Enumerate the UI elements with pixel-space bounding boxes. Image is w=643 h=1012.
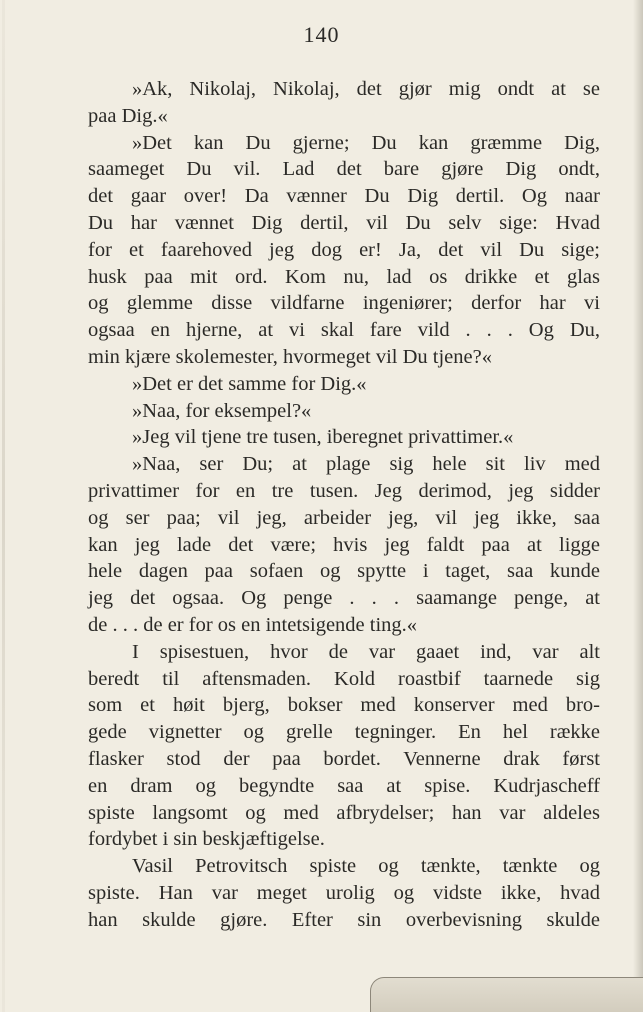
text-line: hele dagen paa sofaen og spytte i taget, saa kunde: [88, 560, 600, 583]
text-line: »Det er det samme for Dig.«: [132, 372, 367, 395]
page-number: 140: [303, 22, 340, 47]
page-curl: [370, 977, 643, 1012]
text-line: jeg det ogsaa. Og penge . . . saamange penge, at: [88, 587, 600, 610]
text-line: saameget Du vil. Lad det bare gjøre Dig ondt,: [88, 158, 600, 181]
page-edge-shadow: [633, 0, 643, 1012]
text-line: privattimer for en tre tusen. Jeg derimod, jeg sidder: [88, 479, 600, 502]
text-line: og ser paa; vil jeg, arbeider jeg, vil jeg ikke, saa: [88, 506, 600, 529]
text-line: paa Dig.«: [88, 104, 168, 127]
text-line: de . . . de er for os en intetsigende ting.«: [88, 613, 418, 636]
text-line: Du har vænnet Dig dertil, vil Du selv sige: Hvad: [88, 211, 600, 234]
text-line: »Ak, Nikolaj, Nikolaj, det gjør mig ondt at se: [132, 78, 600, 100]
text-line: som et høit bjerg, bokser med konserver med bro-: [88, 694, 600, 717]
text-line: »Det kan Du gjerne; Du kan græmme Dig,: [132, 131, 600, 154]
text-line: »Jeg vil tjene tre tusen, iberegnet privattimer.«: [132, 426, 514, 449]
text-line: flasker stod der paa bordet. Vennerne drak først: [88, 747, 600, 770]
text-line: I spisestuen, hvor de var gaaet ind, var alt: [132, 640, 600, 663]
text-line: det gaar over! Da vænner Du Dig dertil. Og naar: [88, 185, 600, 208]
text-line: gede vignetter og grelle tegninger. En hel række: [88, 721, 600, 744]
text-line: ogsaa en hjerne, at vi skal fare vild . . . Og Du,: [88, 319, 600, 342]
text-line: husk paa mit ord. Kom nu, lad os drikke et glas: [88, 265, 600, 288]
text-line: min kjære skolemester, hvormeget vil Du tjene?«: [88, 345, 492, 368]
text-line: for et faarehoved jeg dog er! Ja, det vil Du sige;: [88, 238, 600, 261]
text-line: beredt til aftensmaden. Kold roastbif taarnede sig: [88, 667, 600, 690]
text-line: han skulde gjøre. Efter sin overbevisning skulde: [88, 908, 600, 931]
binding-shadow: [2, 0, 5, 1012]
text-line: spiste. Han var meget urolig og vidste ikke, hvad: [88, 881, 600, 904]
text-line: kan jeg lade det være; hvis jeg faldt paa at ligge: [88, 533, 600, 556]
body-text: [88, 76, 600, 934]
text-line: en dram og begyndte saa at spise. Kudrjascheff: [88, 774, 600, 797]
text-line: spiste langsomt og med afbrydelser; han var aldeles: [88, 801, 600, 824]
text-line: og glemme disse vildfarne ingeniører; derfor har vi: [88, 292, 600, 315]
text-line: »Naa, ser Du; at plage sig hele sit liv med: [132, 453, 600, 476]
text-line: fordybet i sin beskjæftigelse.: [88, 828, 325, 851]
text-line: Vasil Petrovitsch spiste og tænkte, tænkte og: [132, 855, 600, 878]
text-line: »Naa, for eksempel?«: [132, 399, 312, 422]
